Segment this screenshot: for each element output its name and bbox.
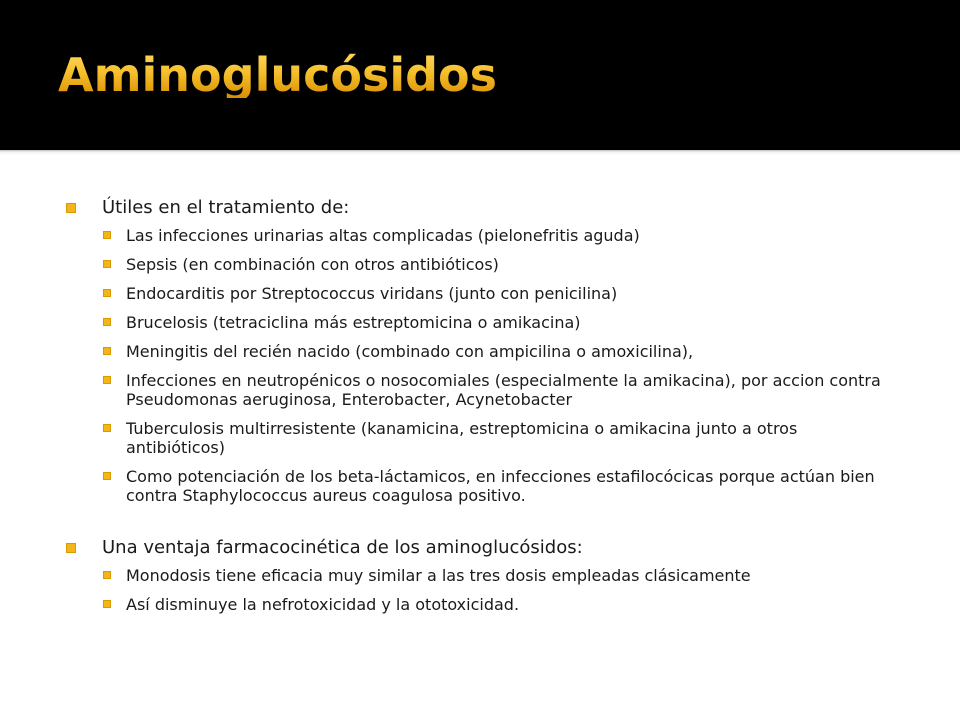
- sub-bullet-text: Endocarditis por Streptococcus viridans (junto con penicilina): [126, 284, 618, 303]
- sub-bullet-item: [103, 419, 896, 457]
- section-pharmacokinetic-advantage: [66, 536, 896, 614]
- sub-bullet-text: Así disminuye la nefrotoxicidad y la ototoxicidad.: [126, 595, 520, 614]
- square-bullet-icon: [103, 289, 111, 297]
- square-bullet-icon: [103, 571, 111, 579]
- square-bullet-icon: [103, 424, 111, 432]
- square-bullet-icon: [103, 347, 111, 355]
- sub-bullet-text: Como potenciación de los beta-láctamicos, en infecciones estafilocócicas porque actúan bien contra Staphylococcus aureus coagulosa positivo.: [126, 467, 875, 505]
- sub-bullet-item: [103, 595, 896, 614]
- sub-bullet-item: [103, 226, 896, 245]
- sub-bullet-item: [103, 284, 896, 303]
- bullet-item: [66, 536, 896, 560]
- sub-bullet-item: [103, 467, 896, 505]
- sub-bullet-text: Tuberculosis multirresistente (kanamicina, estreptomicina o amikacina junto a otros antibióticos): [126, 419, 798, 457]
- square-bullet-icon: [103, 318, 111, 326]
- square-bullet-icon: [103, 376, 111, 384]
- sub-bullet-text: Brucelosis (tetraciclina más estreptomicina o amikacina): [126, 313, 581, 332]
- sub-bullet-item: [103, 313, 896, 332]
- section-uses: [66, 196, 896, 505]
- square-bullet-icon: [103, 600, 111, 608]
- square-bullet-icon: [66, 543, 76, 553]
- sub-bullet-text: Sepsis (en combinación con otros antibióticos): [126, 255, 499, 274]
- sub-bullet-list: [103, 226, 896, 505]
- sub-bullet-item: [103, 342, 896, 361]
- slide-header: [0, 0, 960, 150]
- section-heading: Una ventaja farmacocinética de los aminoglucósidos:: [102, 537, 583, 558]
- bullet-item: [66, 196, 896, 220]
- sub-bullet-item: [103, 371, 896, 409]
- square-bullet-icon: [103, 472, 111, 480]
- square-bullet-icon: [66, 203, 76, 213]
- sub-bullet-text: Infecciones en neutropénicos o nosocomiales (especialmente la amikacina), por accion contra Pseudomonas aeruginosa, Enterobacter, Acynetobacter: [126, 371, 881, 409]
- header-divider: [0, 150, 960, 155]
- square-bullet-icon: [103, 231, 111, 239]
- sub-bullet-list: [103, 566, 896, 614]
- slide-title: Aminoglucósidos: [58, 48, 498, 102]
- sub-bullet-item: [103, 255, 896, 274]
- sub-bullet-text: Monodosis tiene eficacia muy similar a las tres dosis empleadas clásicamente: [126, 566, 751, 585]
- square-bullet-icon: [103, 260, 111, 268]
- sub-bullet-text: Meningitis del recién nacido (combinado con ampicilina o amoxicilina),: [126, 342, 694, 361]
- section-heading: Útiles en el tratamiento de:: [102, 197, 350, 218]
- sub-bullet-text: Las infecciones urinarias altas complicadas (pielonefritis aguda): [126, 226, 640, 245]
- sub-bullet-item: [103, 566, 896, 585]
- slide-content: [66, 196, 896, 624]
